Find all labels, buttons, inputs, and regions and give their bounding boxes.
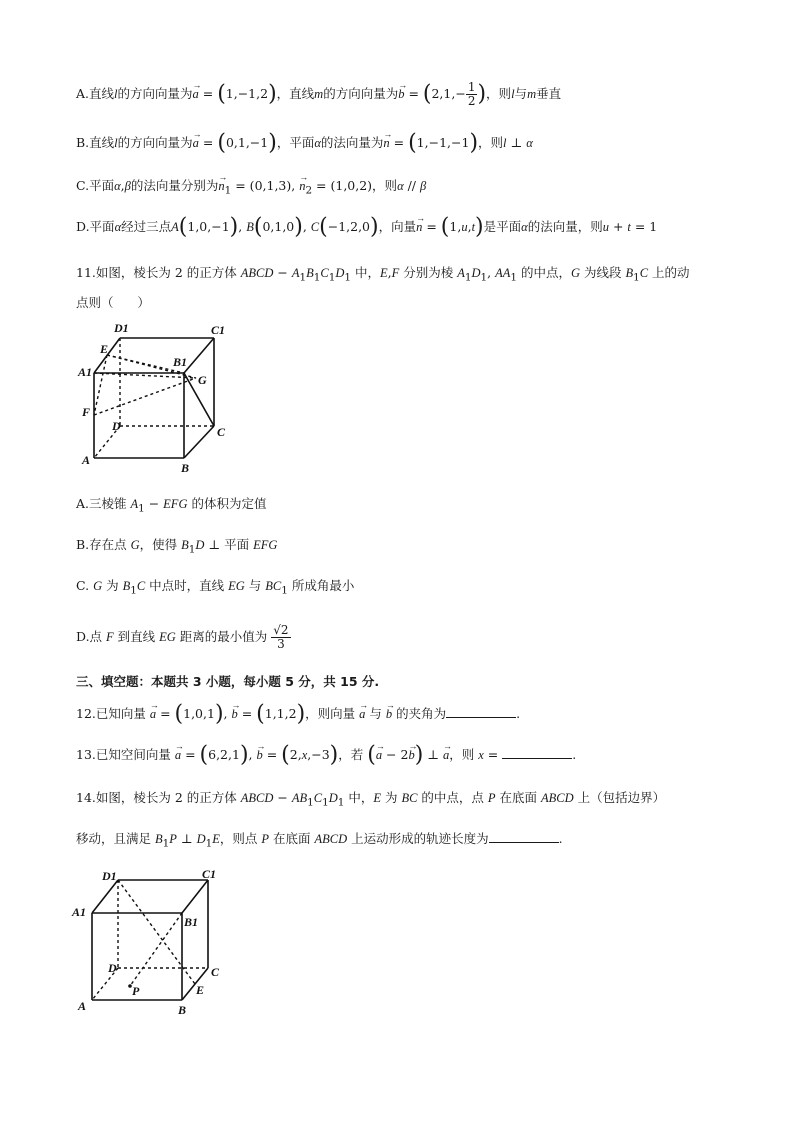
fig14-label-a: A [78,999,87,1013]
fig11-label-b: B [181,461,190,475]
section-3-heading: 三、填空题：本题共 3 小题，每小题 5 分，共 15 分. [76,674,380,689]
q10-option-c: C.平面α,β的法向量分别为→ $n_1 = (0,1,3)$, → $n_2 = (1,0,2)$，则α // β [76,176,426,201]
fig14-label-d1: D1 [102,869,117,883]
fig14-label-b: B [178,1003,187,1017]
fig14-label-c: C [211,965,220,979]
fig11-label-f: F [82,405,91,419]
q11-stem-line1: 11.如图，棱长为 2 的正方体 ABCD − $A_1B_1C_1D_1$ 中，E,F 分别为棱 $A_1D_1$, $AA_1$ 的中点，G 为线段 $B_1C$ 上的动 [76,265,690,284]
q11-option-a: A.三棱锥 $A_1$ − EFG 的体积为定值 [76,496,267,515]
fig11-label-d1: D1 [114,321,129,335]
figure-q11-cube [76,318,246,478]
fig11-label-a: A [82,453,91,467]
fig11-label-b1: B1 [173,355,188,369]
fig14-label-a1: A1 [72,905,87,919]
q13-text: 13.已知空间向量 → a = (6,2,1), → b = (2,x,−3)，若 (→ a − 2→ b) ⊥ → a，则 x = . [76,745,576,766]
q11-option-d: D.点 F 到直线 EG 距离的最小值为 $\frac{√2}{3}$ [76,623,289,651]
fig14-label-e: E [196,983,205,997]
q12-text: 12.已知向量 → a = (1,0,1), → b = (1,1,2)，则向量 → a 与 → b 的夹角为 . [76,704,520,725]
fig11-label-e: E [100,342,109,356]
fig11-label-g: G [198,373,207,387]
figure-q14-cube [70,868,230,1018]
q14-line2: 移动，且满足 $B_1P$ ⊥ $D_1E$，则点 P 在底面 ABCD 上运动形成的轨迹长度为 . [76,831,563,850]
fig14-label-c1: C1 [202,868,217,881]
fig11-label-c1: C1 [211,323,226,337]
fig14-label-p: P [132,984,140,998]
fig11-label-a1: A1 [78,365,93,379]
q10-option-d: D.平面α经过三点A(1,0,−1), B(0,1,0), C(−1,2,0)，向量→ n = (1,u,t)是平面α的法向量，则u + t = 1 [76,217,657,238]
fig11-label-d: D [112,419,121,433]
q10-option-b: B.直线l的方向向量为→ a = (0,1,−1)，平面α的法向量为→ n = (1,−1,−1)，则l ⊥ α [76,133,533,154]
fig11-label-c: C [217,425,226,439]
q11-stem-line2: 点则（ ） [76,295,150,310]
q11-option-c: C. G 为 $B_1C$ 中点时，直线 EG 与 $BC_1$ 所成角最小 [76,578,355,597]
fig14-label-b1: B1 [184,915,199,929]
fig14-label-d: D [108,961,117,975]
q14-line1: 14.如图，棱长为 2 的正方体 ABCD − $AB_1C_1D_1$ 中，E 为 BC 的中点，点 P 在底面 ABCD 上（包括边界） [76,790,666,809]
q10-option-a: A.直线l的方向向量为→ a = (1,−1,2)，直线m的方向向量为→ b = (2,1,− $\frac{1}{2}$ )，则l与m垂直 [76,81,561,108]
q11-option-b: B.存在点 G，使得 $B_1D$ ⊥ 平面 EFG [76,537,278,556]
